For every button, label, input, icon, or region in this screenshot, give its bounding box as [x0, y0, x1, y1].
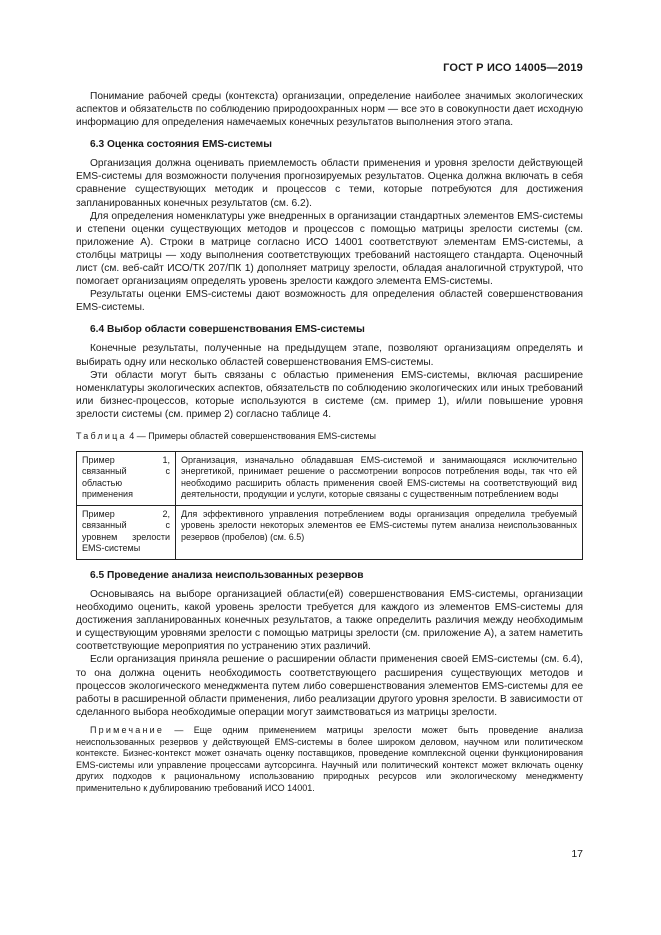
- section-heading-6-5: 6.5 Проведение анализа неиспользованных резервов: [90, 569, 364, 581]
- table-row-text: Организация, изначально обладавшая EMS-системой и занимающаяся исключительно энергетикой, принимает решение о рассмотрении вопросов потребления воды, так что ей необходимо расширить область применения своей EMS-системы на соответствующий вид деятельности, продукции и услуги, которые связаны с существенным потреблением воды: [176, 451, 583, 505]
- paragraph: Организация должна оценивать приемлемость области применения и уровня зрелости действующей EMS-системы для возможности получения прогнозируемых результатов. Оценка должна включать в себя сравнение существующих методик и процессов с теми, которые потребуются для достижения запланированных конечных результатов (см. 6.2).: [76, 158, 583, 209]
- note-label: Примечание: [90, 724, 165, 735]
- section-heading-6-4: 6.4 Выбор области совершенствования EMS-системы: [90, 324, 365, 336]
- table-caption-prefix: Таблица: [76, 430, 127, 441]
- table-caption: [76, 430, 583, 442]
- section-heading-6-3: 6.3 Оценка состояния EMS-системы: [90, 139, 272, 151]
- page-content: [76, 90, 583, 794]
- table-row: [77, 451, 583, 505]
- page-number: 17: [571, 848, 583, 860]
- paragraph: Результаты оценки EMS-системы дают возможность для определения областей совершенствования EMS-системы.: [76, 289, 583, 314]
- paragraph: Для определения номенклатуры уже внедренных в организации стандартных элементов EMS-системы и степени оценки существующих методов и процессов с помощью матрицы зрелости системы (см. приложение А). Строки в матрице согласно ИСО 14001 соответствуют элементам EMS-системы, а столбцы матрицы — ходу выполнения соответствующих требований настоящего стандарта. Оценочный лист (см. веб-сайт ИСО/ТК 207/ПК 1) дополняет матрицу зрелости, обладая аналогичной структурой, что помогает организациям определять уровень зрелости каждого элемента EMS-системы.: [76, 210, 583, 288]
- note-text: — Еще одним применением матрицы зрелости может быть проведение анализа неиспользованных резервов у действующей EMS-системы в более широком деловом, научном или политическом контексте. Бизнес-контекст может означать оценку поставщиков, проведение комплексной оценки функционирования EMS-системы или управление процессами аутсорсинга. Научный или политический контекст может включать оценку других подходов к рациональному использованию природных ресурсов или экологическому менеджменту применительно к дублированию требований ИСО 14001.: [76, 724, 583, 793]
- table-row: [77, 505, 583, 559]
- table-row-label: Пример 1, связанный с областью применения: [77, 451, 176, 505]
- table-row-text: Для эффективного управления потреблением воды организация определила требуемый уровень зрелости некоторых элементов ее EMS-системы путем анализа неиспользованных резервов (пробелов) (см. 6.5): [176, 505, 583, 559]
- paragraph: Эти области могут быть связаны с областью применения EMS-системы, включая расширение номенклатуры экологических аспектов, обязательств по соблюдению экологических или иных требований или бизнес-процессов, которые используются в системе (см. пример 1), и/или повышение уровня зрелости системы (см. пример 2) согласно таблице 4.: [76, 369, 583, 420]
- paragraph: Конечные результаты, полученные на предыдущем этапе, позволяют организациям определять и выбирать одну или несколько областей совершенствования EMS-системы.: [76, 343, 583, 368]
- paragraph: Если организация приняла решение о расширении области применения своей EMS-системы (см. 6.4), то она должна оценить необходимость соответствующего расширения существующих методов и процессов экологического менеджмента путем либо совершенствования элементов EMS-системы для ее работы в расширенной области применения, либо реализации другого уровня зрелости. В зависимости от сделанного выбора необходимые операции могут заимствоваться из матрицы зрелости.: [76, 654, 583, 718]
- table-caption-title: 4 — Примеры областей совершенствования EMS-системы: [126, 430, 377, 441]
- document-header: ГОСТ Р ИСО 14005—2019: [443, 62, 583, 74]
- intro-paragraph: Понимание рабочей среды (контекста) организации, определение наиболее значимых экологических аспектов и обязательств по соблюдению природоохранных норм — все это в совокупности дает исходную информацию для определения намечаемых конечных результатов выполнения этого этапа.: [76, 91, 583, 129]
- note: [76, 725, 583, 795]
- table-row-label: Пример 2, связанный с уровнем зрелости EMS-системы: [77, 505, 176, 559]
- paragraph: Основываясь на выборе организацией области(ей) совершенствования EMS-системы, организации необходимо оценить, какой уровень зрелости требуется для каждого из элементов EMS-системы для достижения запланированных конечных результатов, а также определить различия между необходимым и существующим уровнями зрелости с помощью матрицы зрелости (см. приложение А), а затем наметить соответствующие мероприятия по устранению этих различий.: [76, 588, 583, 653]
- examples-table: [76, 451, 583, 560]
